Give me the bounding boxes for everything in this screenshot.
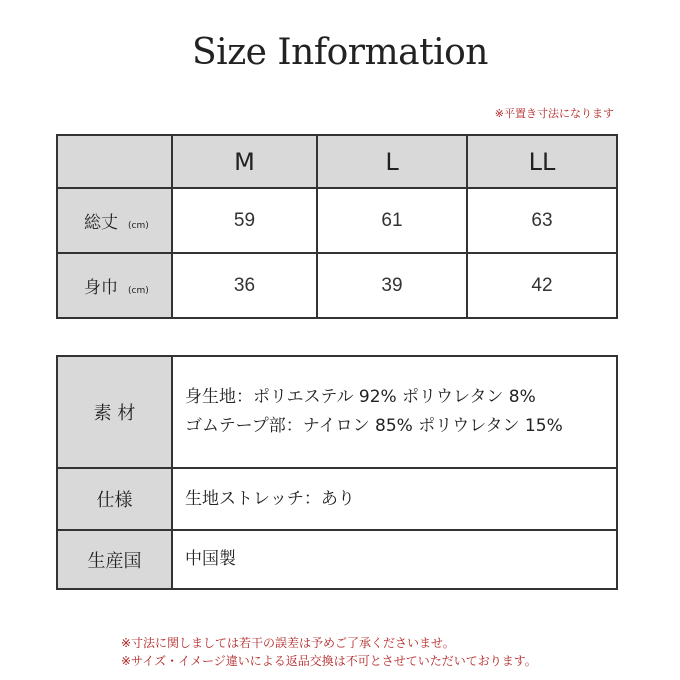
size-header-m: M <box>172 135 317 188</box>
row-label-width <box>57 253 172 318</box>
width-ll: 42 <box>467 253 617 318</box>
material-line: 身生地：ポリエステル 92% ポリウレタン 8% <box>185 387 536 407</box>
row-label-text: 総丈 <box>84 213 118 233</box>
origin-value: 中国製 <box>172 530 617 589</box>
page-title: Size Information <box>192 32 488 73</box>
unit-label: (cm) <box>128 221 149 231</box>
row-label-text: 身巾 <box>84 278 118 298</box>
spec-label: 仕様 <box>57 468 172 530</box>
flat-measurement-note: ※平置き寸法になります <box>494 107 614 120</box>
disclaimer-notes <box>121 634 537 670</box>
table-row <box>57 188 617 253</box>
size-header-l: L <box>317 135 467 188</box>
spec-table <box>56 355 618 590</box>
material-row <box>57 356 617 468</box>
width-l: 39 <box>317 253 467 318</box>
length-l: 61 <box>317 188 467 253</box>
length-ll: 63 <box>467 188 617 253</box>
row-label-length <box>57 188 172 253</box>
material-line: ゴムテープ部：ナイロン 85% ポリウレタン 15% <box>185 416 563 436</box>
size-header-row <box>57 135 617 188</box>
note-line: ※寸法に関しましては若干の誤差は予めご了承くださいませ。 <box>121 636 455 650</box>
width-m: 36 <box>172 253 317 318</box>
origin-label: 生産国 <box>57 530 172 589</box>
origin-row <box>57 530 617 589</box>
size-header-ll: LL <box>467 135 617 188</box>
unit-label: (cm) <box>128 286 149 296</box>
corner-cell <box>57 135 172 188</box>
table-row <box>57 253 617 318</box>
length-m: 59 <box>172 188 317 253</box>
spec-value: 生地ストレッチ：あり <box>172 468 617 530</box>
spec-row <box>57 468 617 530</box>
material-label: 素 材 <box>57 356 172 468</box>
material-value <box>172 356 617 468</box>
note-line: ※サイズ・イメージ違いによる返品交換は不可とさせていただいております。 <box>121 654 537 668</box>
size-table <box>56 134 618 319</box>
